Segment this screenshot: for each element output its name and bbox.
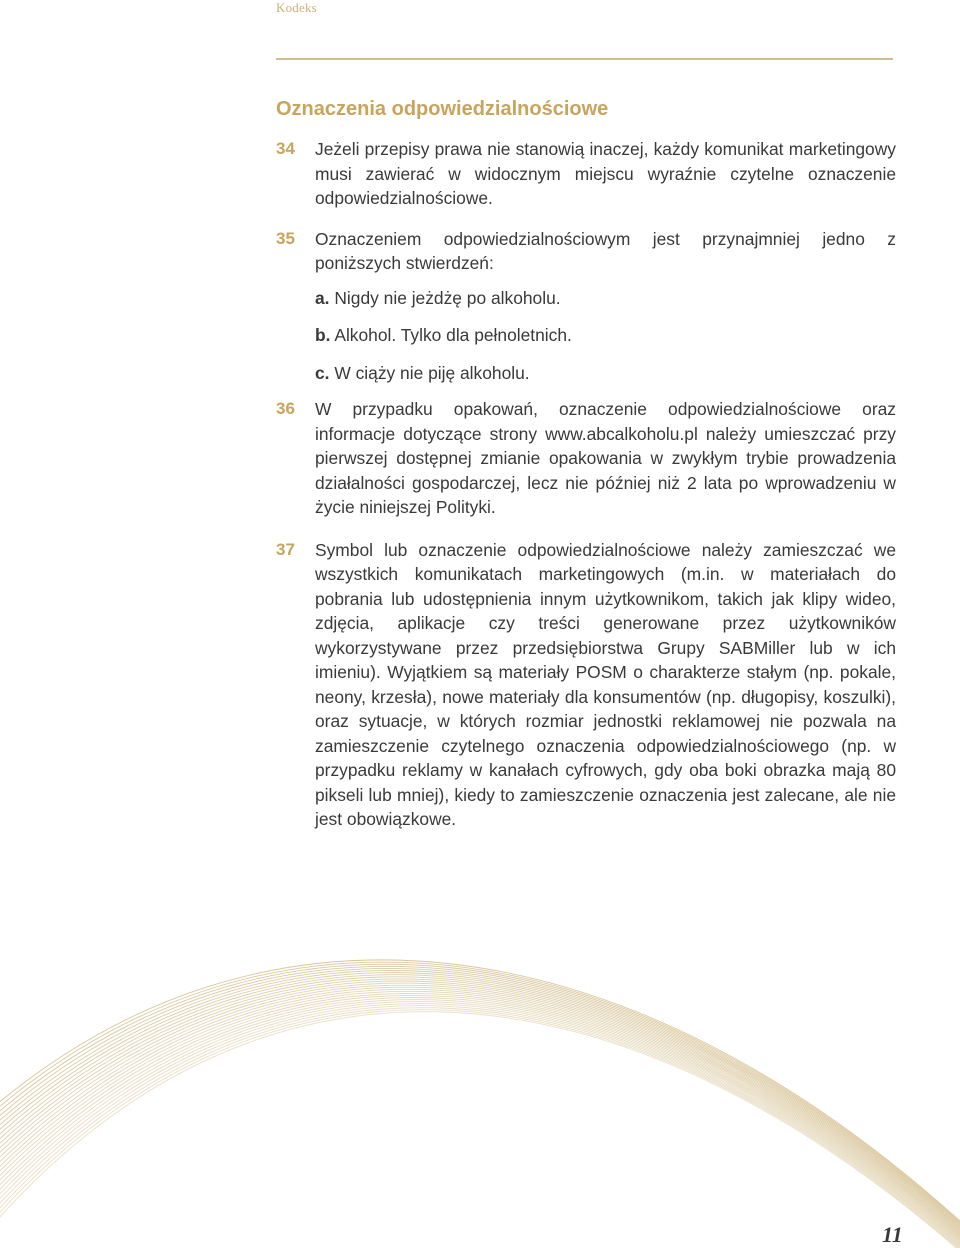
decorative-curve-line (0, 1008, 960, 1248)
decorative-curve-line (0, 960, 960, 1230)
list-item-letter: b. (315, 325, 331, 345)
decorative-curves (0, 880, 960, 1248)
list-item-letter: a. (315, 287, 330, 308)
running-header-title: Kodeks (276, 0, 317, 15)
decorative-curve-line (0, 981, 960, 1242)
list-item (315, 286, 896, 311)
paragraph-text: Symbol lub oznaczenie odpowiedzialnościowe należy zamieszczać we wszystkich komunikatach marketingowych (m.in. w materiałach do pobrania lub udostępnienia innym użytkownikom, takich jak klipy wideo, zdjęcia, aplikacje czy treści generowane przez użytkowników wykorzystywane przez przedsiębiorstwa Grupy SABMiller lub w ich imieniu). Wyjątkiem są materiały POSM o charakterze stałym (np. pokale, neony, krzesła), nowe materiały dla konsumentów (np. długopisy, koszulki), oraz sytuacje, w których rozmiar jednostki reklamowej nie pozwala na zamieszczenie czytelnego oznaczenia odpowiedzialnościowego (np. w przypadku reklamy w kanałach cyfrowych, gdy oba boki obrazka mają 80 pikseli lub mniej), kiedy to zamieszczenie oznaczenia jest zalecane, ale nie jest obowiązkowe. (315, 539, 896, 829)
paragraph-number: 36 (276, 399, 295, 418)
list-item-letter: c. (315, 362, 330, 383)
paragraph-text: Oznaczeniem odpowiedzialnościowym jest przynajmniej jedno z poniższych stwierdzeń: (315, 228, 896, 273)
section-title: Oznaczenia odpowiedzialnościowe (276, 98, 609, 120)
paragraph-number: 37 (276, 539, 295, 559)
decorative-curve-line (0, 968, 960, 1234)
decorative-curve-line (0, 1000, 960, 1248)
statement-list (276, 286, 896, 386)
list-item-text: Nigdy nie jeżdżę po alkoholu. (334, 287, 561, 308)
list-item (315, 323, 896, 348)
paragraph-34 (276, 137, 896, 211)
list-item-text: W ciąży nie piję alkoholu. (334, 362, 530, 383)
paragraph-36 (276, 397, 896, 520)
paragraph-37 (276, 538, 896, 832)
paragraph-text: W przypadku opakowań, oznaczenie odpowiedzialnościowe oraz informacje dotyczące strony www.abcalkoholu.pl należy umieszczać przy pierwszej dostępnej zmianie opakowania w zwykłym trybie prowadzenia działalności gospodarczej, lecz nie później niż 2 lata po wprowadzeniu w życie niniejszej Polityki. (315, 399, 896, 517)
decorative-curve-line (0, 962, 960, 1231)
decorative-curve-line (0, 991, 960, 1248)
paragraph-number: 34 (276, 139, 295, 158)
paragraph-text: Jeżeli przepisy prawa nie stanowią inaczej, każdy komunikat marketingowy musi zawierać w widocznym miejscu wyraźnie czytelne oznaczenie odpowiedzialnościowe. (315, 139, 896, 208)
document-body (276, 137, 896, 832)
paragraph-number: 35 (276, 228, 295, 248)
list-item-text: Alkohol. Tylko dla pełnoletnich. (334, 325, 572, 345)
decorative-curve-line (0, 966, 960, 1233)
paragraph-35 (276, 227, 896, 276)
decorative-curve-line (0, 964, 960, 1232)
header-divider (276, 58, 893, 60)
page-number: 11 (882, 1222, 903, 1247)
list-item (315, 361, 896, 386)
